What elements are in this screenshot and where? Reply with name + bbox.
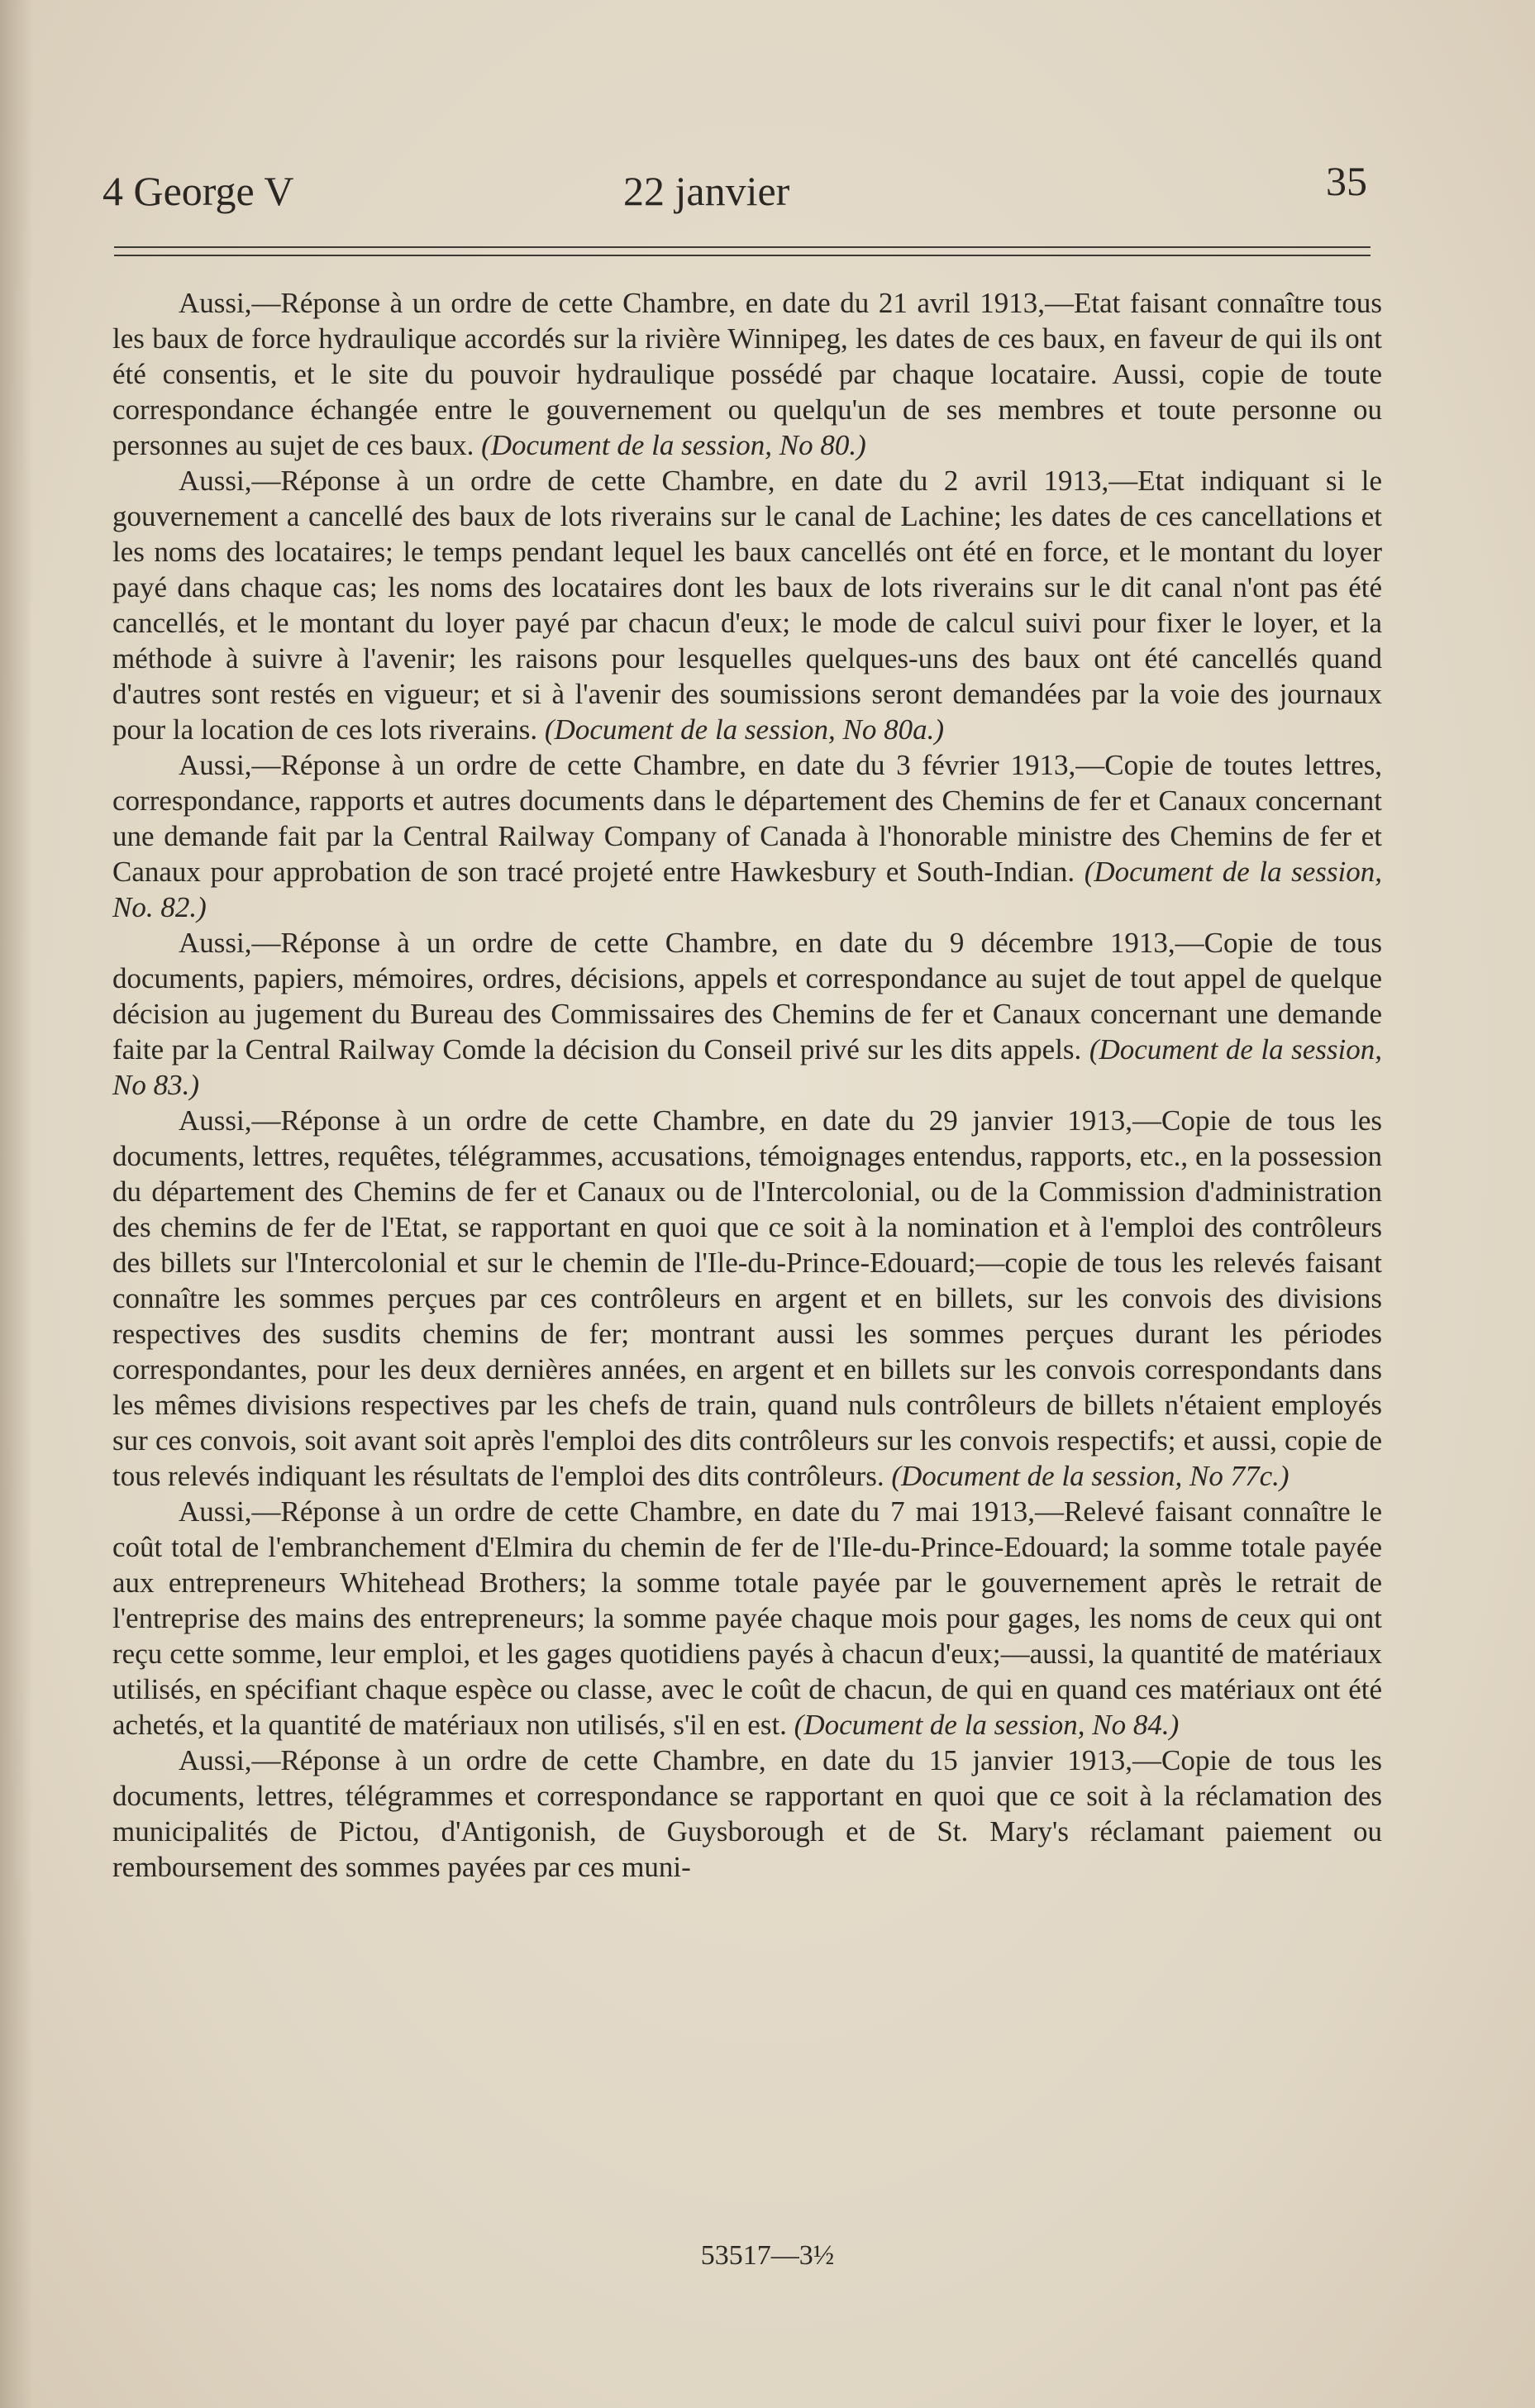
paragraph-5: Aussi,—Réponse à un ordre de cette Chambre, en date du 29 janvier 1913,—Copie de tous les documents, lettres, requêtes, télégrammes, accusations, témoignages entendus, rapports, etc., en la possession du département des Chemins de fer et Canaux ou de l'Intercolonial, ou de la Commission d'administration des chemins de fer de l'Etat, se rapportant en quoi que ce soit à la nomination et à l'emploi des contrôleurs des billets sur l'Intercolonial et sur le chemin de l'Ile-du-Prince-Edouard;—copie de tous les relevés faisant connaître les sommes perçues par ces contrôleurs en argent et en billets, sur les convois des divisions respectives des susdits chemins de fer; montrant aussi les sommes perçues durant les périodes correspondantes, pour les deux dernières années, en argent et en billets sur les convois correspondants dans les mêmes divisions respectives par les chefs de train, quand nuls contrôleurs de billets n'étaient employés sur ces convois, soit avant soit après l'emploi des dits contrôleurs sur les convois respectifs; et aussi, copie de tous relevés indiquant les résultats de l'emploi des dits contrôleurs. (Document de la session, No 77c.)	[112, 1104, 1382, 1492]
paragraph-1: Aussi,—Réponse à un ordre de cette Chambre, en date du 21 avril 1913,—Etat faisant connaître tous les baux de force hydraulique accordés sur la rivière Winnipeg, les dates de ces baux, en faveur de qui ils ont été consentis, et le site du pouvoir hydraulique possédé par chaque locataire. Aussi, copie de toute correspondance échangée entre le gouvernement ou quelqu'un de ses membres et toute personne ou personnes au sujet de ces baux. (Document de la session, No 80.)	[112, 287, 1382, 461]
running-header	[102, 157, 1367, 223]
paragraph-6: Aussi,—Réponse à un ordre de cette Chambre, en date du 7 mai 1913,—Relevé faisant connaître le coût total de l'embranchement d'Elmira du chemin de fer de l'Ile-du-Prince-Edouard; la somme totale payée aux entrepreneurs Whitehead Brothers; la somme totale payée par le gouvernement après le retrait de l'entreprise des mains des entrepreneurs; la somme payée chaque mois pour gages, les noms de ceux qui ont reçu cette somme, leur emploi, et les gages quotidiens payés à chacun d'eux;—aussi, la quantité de matériaux utilisés, en spécifiant chaque espèce ou classe, avec le coût de chacun, de qui en quand ces matériaux ont été achetés, et la quantité de matériaux non utilisés, s'il en est. (Document de la session, No 84.)	[112, 1495, 1382, 1741]
document-reference: (Document de la session, No 80a.)	[544, 713, 945, 746]
document-reference: (Document de la session, No 84.)	[794, 1709, 1180, 1741]
document-reference: (Document de la session, No. 82.)	[112, 856, 1382, 923]
header-rule-top	[114, 246, 1371, 248]
document-reference: (Document de la session, No 83.)	[112, 1033, 1382, 1101]
document-reference: (Document de la session, No 77c.)	[891, 1460, 1289, 1492]
header-date: 22 janvier	[623, 168, 790, 214]
paragraph-4: Aussi,—Réponse à un ordre de cette Chambre, en date du 9 décembre 1913,—Copie de tous documents, papiers, mémoires, ordres, décisions, appels et correspondance au sujet de tout appel de quelque décision au jugement du Bureau des Commissaires des Chemins de fer et Canaux concernant une demande faite par la Central Railway Comde la décision du Conseil privé sur les dits appels. (Document de la session, No 83.)	[112, 927, 1382, 1101]
signature-mark: 53517—3½	[700, 2240, 835, 2271]
header-regnal-year: 4 George V	[102, 168, 294, 214]
paragraph-3: Aussi,—Réponse à un ordre de cette Chambre, en date du 3 février 1913,—Copie de toutes lettres, correspondance, rapports et autres documents dans le département des Chemins de fer et Canaux concernant une demande fait par la Central Railway Company of Canada à l'honorable ministre des Chemins de fer et Canaux pour approbation de son tracé projeté entre Hawkesbury et South-Indian. (Document de la session, No. 82.)	[112, 749, 1382, 923]
header-rule-bottom	[114, 255, 1371, 256]
body-text	[112, 285, 1382, 1885]
page-number: 35	[1326, 158, 1367, 204]
document-reference: (Document de la session, No 80.)	[481, 429, 866, 461]
paragraph-2: Aussi,—Réponse à un ordre de cette Chambre, en date du 2 avril 1913,—Etat indiquant si le gouvernement a cancellé des baux de lots riverains sur le canal de Lachine; les dates de ces cancellations et les noms des locataires; le temps pendant lequel les baux cancellés ont été en force, et le montant du loyer payé dans chaque cas; les noms des locataires dont les baux de lots riverains sur le dit canal n'ont pas été cancellés, et le montant du loyer payé par chacun d'eux; le mode de calcul suivi pour fixer le loyer, et la méthode à suivre à l'avenir; les raisons pour lesquelles quelques-uns des baux ont été cancellés quand d'autres sont restés en vigueur; et si à l'avenir des soumissions seront demandées par la voie des journaux pour la location de ces lots riverains. (Document de la session, No 80a.)	[112, 465, 1382, 746]
paragraph-7: Aussi,—Réponse à un ordre de cette Chambre, en date du 15 janvier 1913,—Copie de tous les documents, lettres, télégrammes et correspondance se rapportant en quoi que ce soit à la réclamation des municipalités de Pictou, d'Antigonish, de Guysborough et de St. Mary's réclamant paiement ou remboursement des sommes payées par ces muni-	[112, 1744, 1382, 1883]
page-edge-shadow	[0, 0, 33, 2408]
